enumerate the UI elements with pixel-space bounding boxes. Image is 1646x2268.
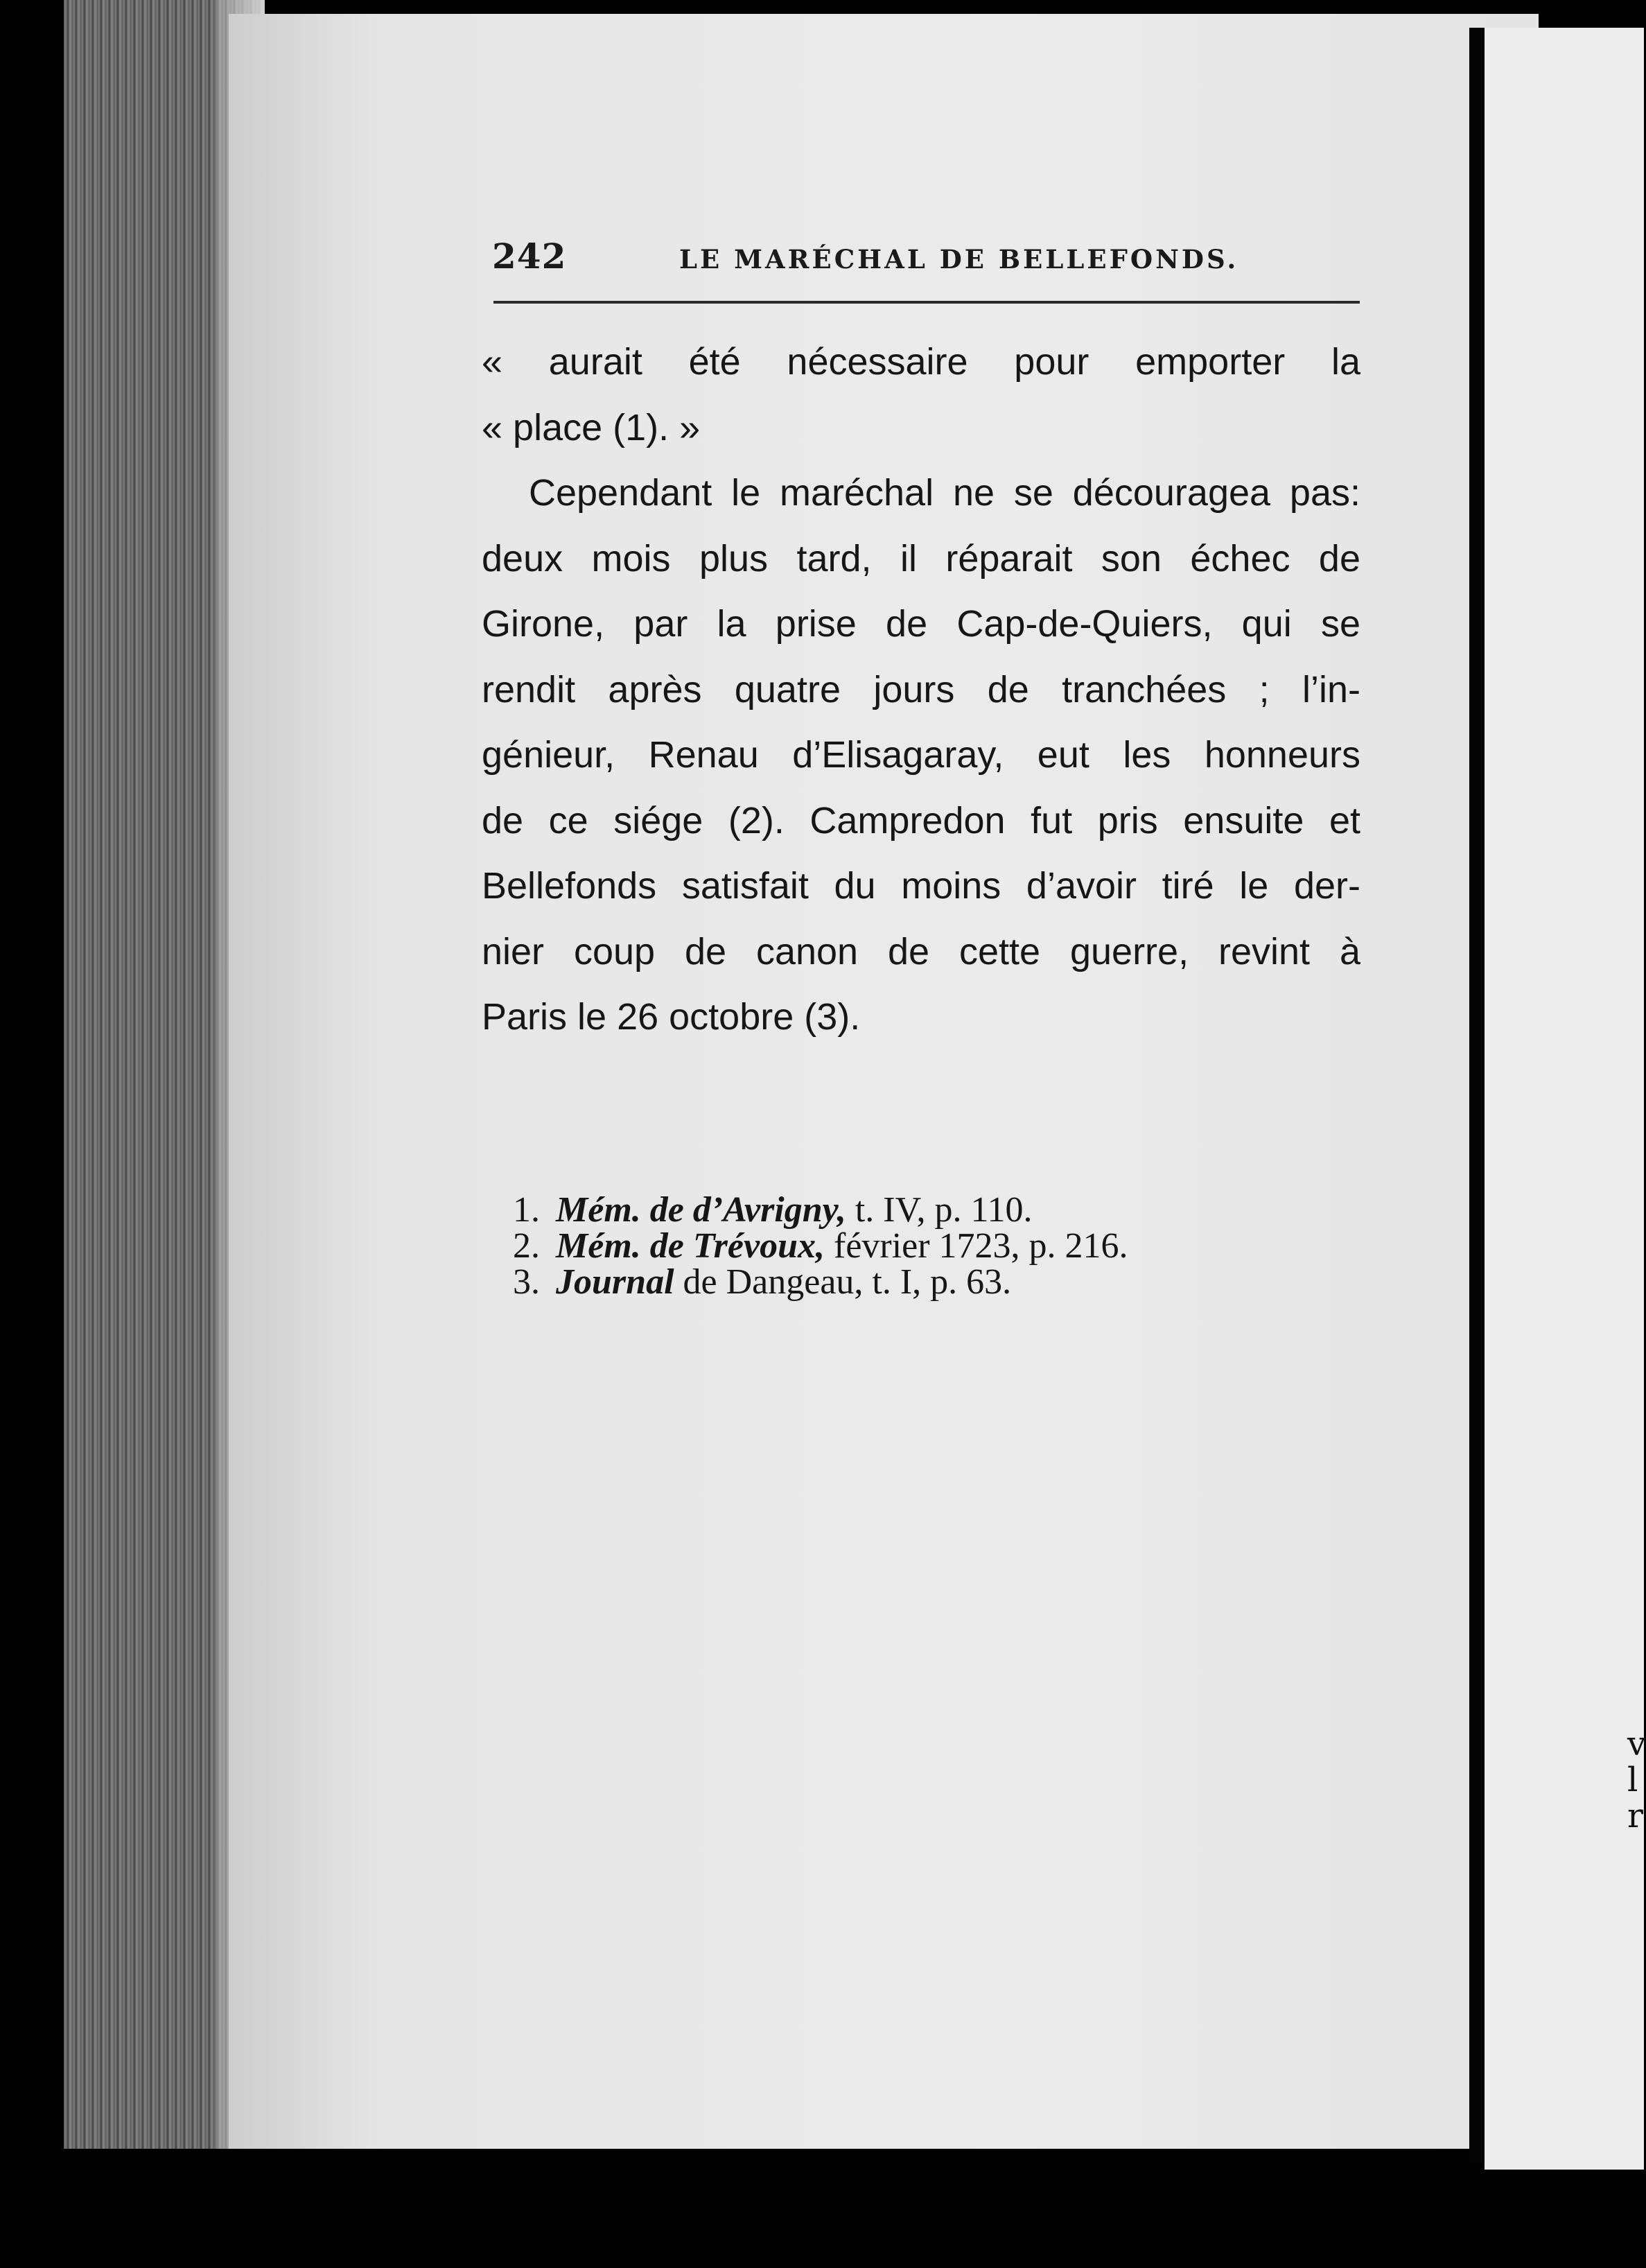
footnotes [513, 1192, 1414, 1300]
text-line: Bellefonds satisfait du moins d’avoir tiré le der- [482, 865, 1360, 907]
facing-page-sliver [1485, 28, 1644, 2170]
running-title: LE MARÉCHAL DE BELLEFONDS. [679, 244, 1239, 274]
page-divider-line [1469, 28, 1485, 2163]
footnote-title: Journal [556, 1262, 674, 1302]
page-number: 242 [492, 236, 567, 277]
footnote-reference: t. IV, p. 110. [846, 1190, 1033, 1230]
text-line: de ce siége (2). Campredon fut pris ensuite et [482, 799, 1360, 841]
footnote-reference: de Dangeau, t. I, p. 63. [674, 1262, 1012, 1302]
text-line: « place (1). » [482, 406, 701, 448]
footnote-reference: février 1723, p. 216. [825, 1226, 1128, 1266]
facing-page-text-fragment: v l r [1627, 1725, 1646, 1835]
footnote-title: Mém. de d’Avrigny, [556, 1190, 846, 1230]
text-line: rendit après quatre jours de tranchées ; l’in- [482, 668, 1360, 710]
text-line: nier coup de canon de cette guerre, revint à [482, 930, 1360, 972]
footnote-number: 3. [513, 1262, 540, 1302]
footnote [513, 1192, 1414, 1228]
text-line: deux mois plus tard, il réparait son échec de [482, 537, 1360, 579]
text-line: Paris le 26 octobre (3). [482, 996, 861, 1038]
footnote-title: Mém. de Trévoux, [556, 1226, 825, 1266]
text-line: Cependant le maréchal ne se découragea pas: [529, 472, 1360, 514]
footnote-number: 1. [513, 1190, 540, 1230]
running-head [492, 236, 1386, 277]
footnote [513, 1264, 1414, 1300]
body-text [482, 329, 1360, 1050]
footnote-number: 2. [513, 1226, 540, 1266]
footnote [513, 1228, 1414, 1264]
text-line: Girone, par la prise de Cap-de-Quiers, qui se [482, 603, 1360, 645]
header-rule [493, 301, 1360, 304]
text-line: « aurait été nécessaire pour emporter la [482, 341, 1360, 383]
text-line: génieur, Renau d’Elisagaray, eut les honneurs [482, 734, 1360, 776]
